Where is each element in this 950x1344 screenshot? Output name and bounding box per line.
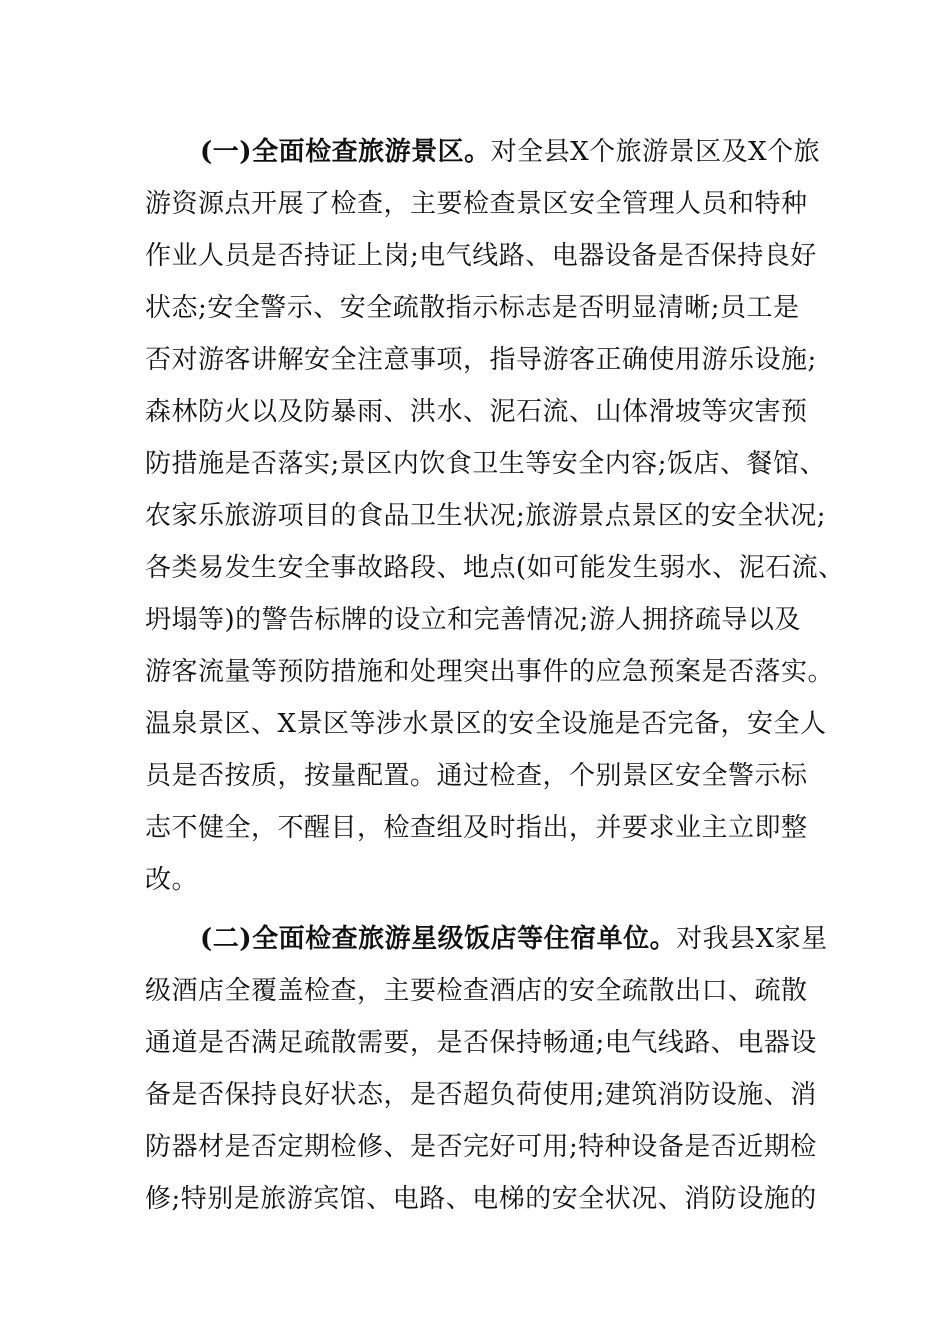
section2-line-3: 备是否保持良好状态，是否超负荷使用;建筑消防设施、消 bbox=[145, 1080, 817, 1110]
section1-line-1: 游资源点开展了检查，主要检查景区安全管理人员和特种 bbox=[145, 189, 808, 219]
section1-heading: (一)全面检查旅游景区。 bbox=[200, 137, 491, 167]
section1-line-11: 温泉景区、X景区等涉水景区的安全设施是否完备，安全人 bbox=[145, 709, 827, 739]
section1-line-9: 坍塌等)的警告标牌的设立和完善情况;游人拥挤疏导以及 bbox=[145, 605, 801, 635]
section2-first-line bbox=[200, 919, 880, 959]
section1-line-12: 员是否按质，按量配置。通过检查，个别景区安全警示标 bbox=[145, 761, 808, 791]
section2-heading: (二)全面检查旅游星级饭店等住宿单位。 bbox=[200, 924, 677, 954]
section2-line-0: 对我县X家星 bbox=[676, 924, 828, 954]
section1-line-8: 各类易发生安全事故路段、地点(如可能发生弱水、泥石流、 bbox=[145, 553, 845, 583]
section1-line-10: 游客流量等预防措施和处理突出事件的应急预案是否落实。 bbox=[145, 657, 835, 687]
section1-line-5: 森林防火以及防暴雨、洪水、泥石流、山体滑坡等灾害预 bbox=[145, 397, 808, 427]
section1-first-line bbox=[200, 132, 880, 172]
section1-line-14: 改。 bbox=[145, 865, 199, 895]
section1-line-4: 否对游客讲解安全注意事项，指导游客正确使用游乐设施; bbox=[145, 345, 817, 375]
section1-line-6: 防措施是否落实;景区内饮食卫生等安全内容;饭店、餐馆、 bbox=[145, 449, 827, 479]
section1-line-13: 志不健全，不醒目，检查组及时指出，并要求业主立即整 bbox=[145, 813, 808, 843]
section1-line-7: 农家乐旅游项目的食品卫生状况;旅游景点景区的安全状况; bbox=[145, 501, 827, 531]
section2-line-4: 防器材是否定期检修、是否完好可用;特种设备是否近期检 bbox=[145, 1132, 817, 1162]
section1-line-0: 对全县X个旅游景区及X个旅 bbox=[490, 137, 821, 167]
section2-line-5: 修;特别是旅游宾馆、电路、电梯的安全状况、消防设施的 bbox=[145, 1184, 817, 1214]
section2-line-1: 级酒店全覆盖检查，主要检查酒店的安全疏散出口、疏散 bbox=[145, 976, 808, 1006]
section1-line-3: 状态;安全警示、安全疏散指示标志是否明显清晰;员工是 bbox=[145, 293, 800, 323]
section2-line-2: 通道是否满足疏散需要，是否保持畅通;电气线路、电器设 bbox=[145, 1028, 817, 1058]
section1-line-2: 作业人员是否持证上岗;电气线路、电器设备是否保持良好 bbox=[145, 241, 817, 271]
